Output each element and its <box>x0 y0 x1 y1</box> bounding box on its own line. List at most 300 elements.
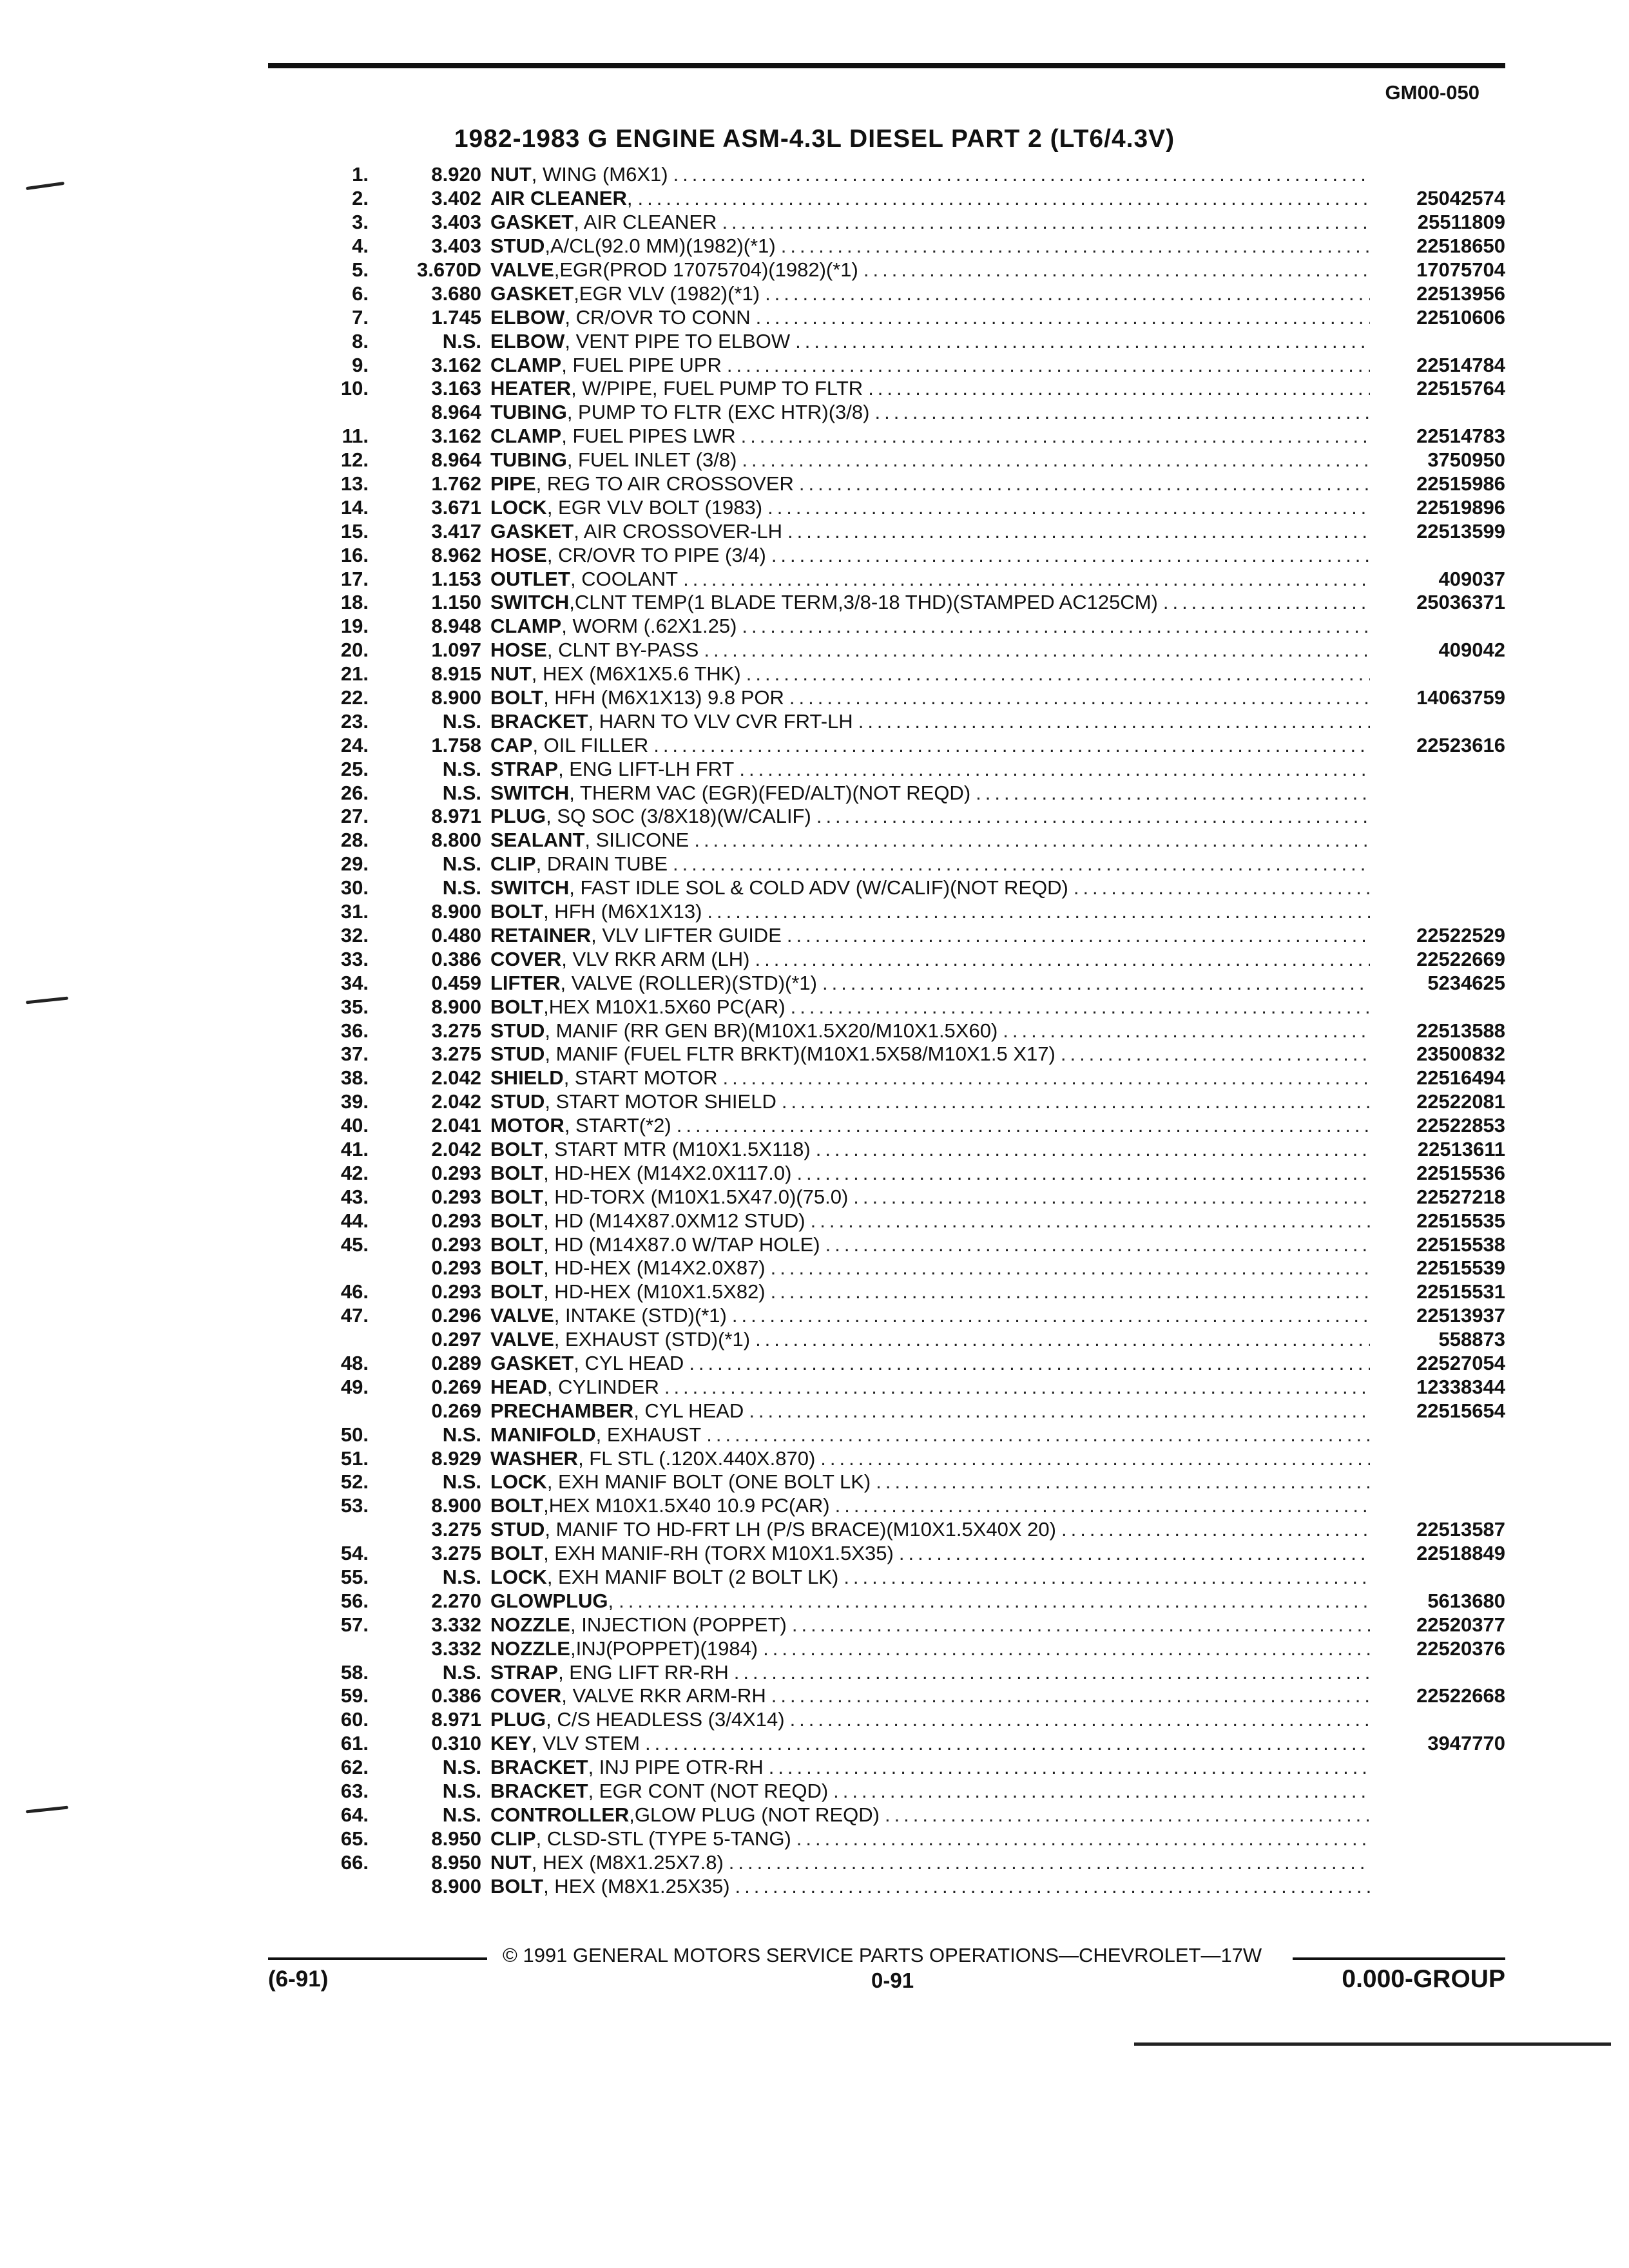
part-name: TUBING <box>490 401 567 424</box>
item-number: 34. <box>340 971 369 994</box>
group-number: N.S. <box>442 876 481 899</box>
part-name: BOLT <box>490 1280 544 1303</box>
part-name: SEALANT <box>490 829 585 852</box>
leader-dots <box>816 1138 1370 1161</box>
part-name: PLUG <box>490 805 546 828</box>
part-number: 22520377 <box>1416 1613 1505 1636</box>
part-name: WASHER <box>490 1446 579 1470</box>
parts-row <box>309 971 1505 995</box>
item-number: 12. <box>340 448 369 472</box>
group-number: N.S. <box>442 1565 481 1588</box>
part-description <box>490 1328 1370 1351</box>
part-number: 22513956 <box>1416 282 1505 305</box>
part-name: GASKET <box>490 211 574 234</box>
part-number: 22518650 <box>1416 235 1505 258</box>
part-spec: , EXHAUST <box>595 1423 702 1446</box>
parts-row <box>309 1756 1505 1780</box>
leader-dots <box>673 852 1370 876</box>
parts-row <box>309 377 1505 401</box>
part-spec: , START MOTOR SHIELD <box>545 1090 776 1113</box>
parts-row <box>309 1185 1505 1209</box>
leader-dots <box>771 544 1370 567</box>
part-description <box>490 1827 1370 1850</box>
part-description <box>490 1352 1370 1375</box>
part-name: HOSE <box>490 639 547 662</box>
part-number: 22515536 <box>1416 1161 1505 1184</box>
group-number: 1.758 <box>431 733 481 756</box>
part-description <box>490 1494 1370 1517</box>
group-number: 1.150 <box>431 591 481 614</box>
part-name: HEATER <box>490 377 572 400</box>
part-number: 17075704 <box>1416 258 1505 281</box>
leader-dots <box>735 1875 1370 1898</box>
group-number: 8.920 <box>431 163 481 186</box>
part-spec: , WORM (.62X1.25) <box>561 615 737 638</box>
part-name: NUT <box>490 163 532 186</box>
page-title: 1982-1983 G ENGINE ASM-4.3L DIESEL PART 2 (LT6/4.3V) <box>454 125 1175 153</box>
parts-row <box>309 591 1505 615</box>
part-spec: , HD (M14X87.0 W/TAP HOLE) <box>543 1233 820 1256</box>
leader-dots <box>677 1114 1370 1137</box>
parts-row <box>309 947 1505 971</box>
leader-dots <box>799 472 1370 495</box>
leader-dots <box>742 615 1370 638</box>
part-name: VALVE <box>490 1328 554 1351</box>
part-description <box>490 1304 1370 1327</box>
part-description <box>490 425 1370 448</box>
parts-row <box>309 187 1505 211</box>
group-number: 0.269 <box>431 1399 481 1422</box>
leader-dots <box>694 829 1370 852</box>
part-name: KEY <box>490 1732 532 1755</box>
part-description <box>490 1066 1370 1090</box>
parts-row <box>309 1732 1505 1756</box>
parts-row <box>309 1660 1505 1684</box>
part-number: 22513937 <box>1416 1304 1505 1327</box>
part-name: CLAMP <box>490 353 562 376</box>
part-spec: , HD-HEX (M14X2.0X117.0) <box>543 1161 792 1184</box>
part-spec: , HEX (M8X1.25X7.8) <box>531 1850 724 1874</box>
item-number: 16. <box>340 543 369 566</box>
part-name: PIPE <box>490 472 536 495</box>
item-number: 24. <box>340 733 369 756</box>
part-name: NOZZLE <box>490 1637 570 1660</box>
item-number: 11. <box>342 425 369 448</box>
item-number: 59. <box>340 1684 369 1707</box>
item-number: 26. <box>340 781 369 804</box>
part-description <box>490 1542 1370 1565</box>
group-number: 1.153 <box>431 567 481 590</box>
parts-row <box>309 1114 1505 1138</box>
group-number: 0.293 <box>431 1233 481 1256</box>
group-number: 0.293 <box>431 1209 481 1232</box>
group-number: 8.800 <box>431 829 481 852</box>
parts-row <box>309 519 1505 543</box>
part-spec: , START MTR (M10X1.5X118) <box>543 1137 811 1160</box>
part-spec: , FL STL (.120X.440X.870) <box>578 1446 816 1470</box>
part-description <box>490 1209 1370 1233</box>
item-number: 33. <box>340 947 369 970</box>
group-number: 8.915 <box>431 662 481 686</box>
part-description <box>490 591 1370 614</box>
group-number: 3.332 <box>431 1637 481 1660</box>
part-number: 5234625 <box>1427 971 1505 994</box>
part-number: 558873 <box>1438 1328 1505 1351</box>
parts-row <box>309 1328 1505 1352</box>
part-number: 22515539 <box>1416 1256 1505 1280</box>
part-spec: ,GLOW PLUG (NOT REQD) <box>629 1803 880 1826</box>
part-name: CLAMP <box>490 615 562 638</box>
part-name: CLIP <box>490 1827 536 1850</box>
leader-dots <box>863 258 1370 282</box>
parts-row <box>309 781 1505 805</box>
group-number: N.S. <box>442 1803 481 1826</box>
part-name: CAP <box>490 733 533 756</box>
part-name: BOLT <box>490 1256 544 1280</box>
item-number: 10. <box>340 377 369 400</box>
part-description <box>490 829 1370 852</box>
part-spec: , <box>608 1589 614 1612</box>
binder-hole-mark <box>26 1806 68 1814</box>
part-spec: , CYL HEAD <box>574 1351 684 1374</box>
leader-dots <box>704 639 1370 662</box>
part-description <box>490 1661 1370 1684</box>
leader-dots <box>739 758 1370 781</box>
part-spec: , EGR CONT (NOT REQD) <box>588 1780 829 1802</box>
part-description <box>490 1114 1370 1137</box>
item-number: 35. <box>340 995 369 1018</box>
item-number: 43. <box>340 1185 369 1208</box>
part-description <box>490 1756 1370 1779</box>
part-description <box>490 1637 1370 1660</box>
leader-dots <box>683 568 1370 591</box>
group-number: 2.042 <box>431 1066 481 1090</box>
parts-row <box>309 1256 1505 1280</box>
part-description <box>490 924 1370 947</box>
part-name: STRAP <box>490 757 559 780</box>
item-number: 52. <box>340 1470 369 1494</box>
leader-dots <box>876 1470 1370 1494</box>
item-number: 9. <box>352 353 369 376</box>
leader-dots <box>722 211 1370 234</box>
group-number: 3.417 <box>431 519 481 543</box>
part-spec: , DRAIN TUBE <box>535 852 668 876</box>
part-name: NUT <box>490 662 532 686</box>
part-spec: , FUEL INLET (3/8) <box>566 448 737 472</box>
leader-dots <box>833 1780 1370 1803</box>
parts-row <box>309 900 1505 924</box>
item-number: 6. <box>352 282 369 305</box>
part-spec: , HFH (M6X1X13) 9.8 POR <box>543 686 784 709</box>
part-name: LOCK <box>490 495 547 519</box>
part-name: PLUG <box>490 1708 546 1731</box>
part-name: STRAP <box>490 1660 559 1684</box>
part-name: BOLT <box>490 1161 544 1184</box>
group-number: 2.042 <box>431 1090 481 1113</box>
item-number: 64. <box>340 1803 369 1826</box>
parts-row <box>309 709 1505 733</box>
part-description <box>490 496 1370 519</box>
leader-dots <box>791 995 1370 1019</box>
item-number: 66. <box>340 1850 369 1874</box>
part-description <box>490 163 1370 186</box>
part-spec: , START MOTOR <box>563 1066 718 1090</box>
item-number: 37. <box>340 1043 369 1066</box>
part-description <box>490 1256 1370 1280</box>
part-spec: , HD-TORX (M10X1.5X47.0)(75.0) <box>543 1185 849 1208</box>
item-number: 39. <box>340 1090 369 1113</box>
item-number: 25. <box>340 757 369 780</box>
part-name: TUBING <box>490 448 567 472</box>
part-description <box>490 1162 1370 1185</box>
item-number: 22. <box>340 686 369 709</box>
part-name: MANIFOLD <box>490 1423 596 1446</box>
part-name: GASKET <box>490 1351 574 1374</box>
leader-dots <box>1163 591 1370 614</box>
item-number: 56. <box>340 1589 369 1612</box>
part-spec: , SILICONE <box>584 829 689 852</box>
part-name: HOSE <box>490 543 547 566</box>
part-number: 22522081 <box>1416 1090 1505 1113</box>
part-number: 5613680 <box>1427 1589 1505 1612</box>
part-name: GASKET <box>490 519 574 543</box>
part-name: STUD <box>490 235 545 258</box>
part-spec: , EXHAUST (STD)(*1) <box>554 1328 751 1351</box>
part-number: 22520376 <box>1416 1637 1505 1660</box>
item-number: 5. <box>352 258 369 281</box>
parts-row <box>309 1209 1505 1233</box>
parts-row <box>309 1613 1505 1637</box>
part-description <box>490 1708 1370 1731</box>
part-description <box>490 354 1370 377</box>
parts-row <box>309 329 1505 353</box>
part-spec: , VENT PIPE TO ELBOW <box>564 329 791 352</box>
binder-hole-mark <box>26 182 64 190</box>
part-description <box>490 734 1370 757</box>
group-number: 0.293 <box>431 1280 481 1303</box>
group-number: 3.332 <box>431 1613 481 1636</box>
leader-dots <box>795 330 1370 353</box>
part-name: COVER <box>490 947 562 970</box>
part-number: 22518849 <box>1416 1542 1505 1565</box>
group-number: N.S. <box>442 757 481 780</box>
group-number: 3.402 <box>431 187 481 210</box>
revision-date: (6-91) <box>268 1966 329 1992</box>
part-spec: , W/PIPE, FUEL PUMP TO FLTR <box>571 377 863 400</box>
part-description <box>490 805 1370 828</box>
leader-dots <box>732 1304 1370 1327</box>
part-description <box>490 448 1370 472</box>
parts-row <box>309 1637 1505 1660</box>
item-number: 14. <box>340 495 369 519</box>
item-number: 44. <box>340 1209 369 1232</box>
parts-row <box>309 1043 1505 1066</box>
item-number: 61. <box>340 1732 369 1755</box>
part-number: 12338344 <box>1416 1375 1505 1398</box>
leader-dots <box>843 1566 1370 1589</box>
parts-row <box>309 567 1505 591</box>
leader-dots <box>822 972 1370 995</box>
part-description <box>490 1613 1370 1637</box>
part-name: GLOWPLUG <box>490 1589 608 1612</box>
leader-dots <box>782 1090 1370 1113</box>
part-name: BOLT <box>490 1542 544 1565</box>
group-number: 3.162 <box>431 425 481 448</box>
parts-row <box>309 1280 1505 1304</box>
group-number: 8.964 <box>431 401 481 424</box>
part-spec: , OIL FILLER <box>532 733 649 756</box>
group-number: N.S. <box>442 1470 481 1494</box>
part-description <box>490 948 1370 971</box>
part-number: 22522668 <box>1416 1684 1505 1707</box>
part-spec: , EXH MANIF-RH (TORX M10X1.5X35) <box>543 1542 894 1565</box>
part-number: 22515986 <box>1416 472 1505 495</box>
group-number: 3.403 <box>431 235 481 258</box>
group-number: 3.680 <box>431 282 481 305</box>
part-name: BOLT <box>490 1137 544 1160</box>
leader-dots <box>653 734 1370 757</box>
item-number: 53. <box>340 1494 369 1517</box>
group-number: N.S. <box>442 329 481 352</box>
part-description <box>490 782 1370 805</box>
part-spec: , REG TO AIR CROSSOVER <box>535 472 794 495</box>
part-spec: , FUEL PIPES LWR <box>561 425 736 448</box>
leader-dots <box>756 306 1370 329</box>
part-name: MOTOR <box>490 1114 564 1137</box>
page-number: 0-91 <box>871 1968 914 1992</box>
part-description <box>490 1447 1370 1470</box>
leader-dots <box>746 662 1370 686</box>
group-number: 0.297 <box>431 1328 481 1351</box>
part-spec: , AIR CROSSOVER-LH <box>574 519 783 543</box>
part-spec: ,HEX M10X1.5X40 10.9 PC(AR) <box>543 1494 830 1517</box>
part-name: COVER <box>490 1684 562 1707</box>
part-name: AIR CLEANER <box>490 187 627 210</box>
item-number: 8. <box>352 329 369 352</box>
part-spec: , HD (M14X87.0XM12 STUD) <box>543 1209 805 1232</box>
part-spec: , INJ PIPE OTR-RH <box>588 1756 764 1779</box>
part-name: SHIELD <box>490 1066 564 1090</box>
parts-row <box>309 995 1505 1019</box>
leader-dots <box>885 1803 1370 1827</box>
part-spec: , HARN TO VLV CVR FRT-LH <box>588 709 853 733</box>
part-name: BOLT <box>490 995 544 1018</box>
parts-row <box>309 282 1505 305</box>
item-number: 47. <box>340 1304 369 1327</box>
part-number: 22515654 <box>1416 1399 1505 1422</box>
group-number: 1.762 <box>431 472 481 495</box>
part-number: 409042 <box>1438 639 1505 662</box>
part-name: STUD <box>490 1043 545 1066</box>
part-name: LOCK <box>490 1470 547 1494</box>
leader-dots <box>771 1684 1370 1707</box>
group-number: 8.962 <box>431 543 481 566</box>
parts-row <box>309 1494 1505 1518</box>
leader-dots <box>637 187 1370 210</box>
item-number: 58. <box>340 1660 369 1684</box>
item-number: 30. <box>340 876 369 899</box>
item-number: 54. <box>340 1542 369 1565</box>
parts-row <box>309 401 1505 425</box>
group-number: 8.900 <box>431 1494 481 1517</box>
item-number: 23. <box>340 709 369 733</box>
copyright-notice: © 1991 GENERAL MOTORS SERVICE PARTS OPERATIONS—CHEVROLET—17W <box>503 1944 1262 1966</box>
group-number: 3.162 <box>431 353 481 376</box>
item-number: 13. <box>340 472 369 495</box>
group-number: 1.745 <box>431 305 481 329</box>
parts-row <box>309 1090 1505 1114</box>
part-description <box>490 235 1370 258</box>
part-description <box>490 1376 1370 1399</box>
part-spec: , MANIF (RR GEN BR)(M10X1.5X20/M10X1.5X60) <box>545 1019 998 1042</box>
part-spec: , AIR CLEANER <box>574 211 717 234</box>
part-spec: , CR/OVR TO CONN <box>564 305 751 329</box>
leader-dots <box>792 1613 1370 1637</box>
parts-row <box>309 924 1505 948</box>
group-number: 0.386 <box>431 1684 481 1707</box>
part-number: 22514784 <box>1416 353 1505 376</box>
part-spec: , CLNT BY-PASS <box>546 639 699 662</box>
parts-row <box>309 1708 1505 1732</box>
part-name: SWITCH <box>490 781 570 804</box>
leader-dots <box>723 1066 1370 1090</box>
part-spec: , VLV LIFTER GUIDE <box>591 923 782 947</box>
group-number: 8.929 <box>431 1446 481 1470</box>
leader-dots <box>664 1376 1370 1399</box>
part-description <box>490 1019 1370 1043</box>
part-description <box>490 852 1370 876</box>
part-number: 22522669 <box>1416 947 1505 970</box>
leader-dots <box>874 401 1370 424</box>
parts-row <box>309 1684 1505 1708</box>
part-description <box>490 639 1370 662</box>
part-number: 25511809 <box>1417 211 1505 234</box>
part-name: CONTROLLER <box>490 1803 630 1826</box>
part-name: OUTLET <box>490 567 570 590</box>
leader-dots <box>853 1186 1370 1209</box>
part-description <box>490 900 1370 923</box>
leader-dots <box>787 924 1370 947</box>
group-number: 0.289 <box>431 1351 481 1374</box>
parts-row <box>309 852 1505 876</box>
leader-dots <box>820 1447 1370 1470</box>
item-number: 32. <box>340 923 369 947</box>
item-number: 62. <box>340 1756 369 1779</box>
part-description <box>490 995 1370 1019</box>
part-spec: , THERM VAC (EGR)(FED/ALT)(NOT REQD) <box>569 781 971 804</box>
part-spec: , HEX (M6X1X5.6 THK) <box>531 662 741 686</box>
footer-rule-left <box>268 1957 487 1960</box>
leader-dots <box>689 1352 1370 1375</box>
part-description <box>490 1732 1370 1755</box>
parts-row <box>309 1589 1505 1613</box>
parts-row <box>309 305 1505 329</box>
item-number: 41. <box>340 1137 369 1160</box>
part-name: BOLT <box>490 1209 544 1232</box>
part-name: HEAD <box>490 1375 547 1398</box>
item-number: 65. <box>340 1827 369 1850</box>
part-spec: , ENG LIFT RR-RH <box>558 1660 729 1684</box>
part-spec: , C/S HEADLESS (3/4X14) <box>546 1708 785 1731</box>
group-number: 3.670D <box>417 258 481 281</box>
parts-row <box>309 1803 1505 1827</box>
leader-dots <box>769 1756 1370 1779</box>
part-spec: , EXH MANIF BOLT (2 BOLT LK) <box>546 1565 839 1588</box>
group-number: 8.950 <box>431 1827 481 1850</box>
leader-dots <box>749 1399 1370 1423</box>
item-number: 28. <box>340 829 369 852</box>
group-number: N.S. <box>442 781 481 804</box>
